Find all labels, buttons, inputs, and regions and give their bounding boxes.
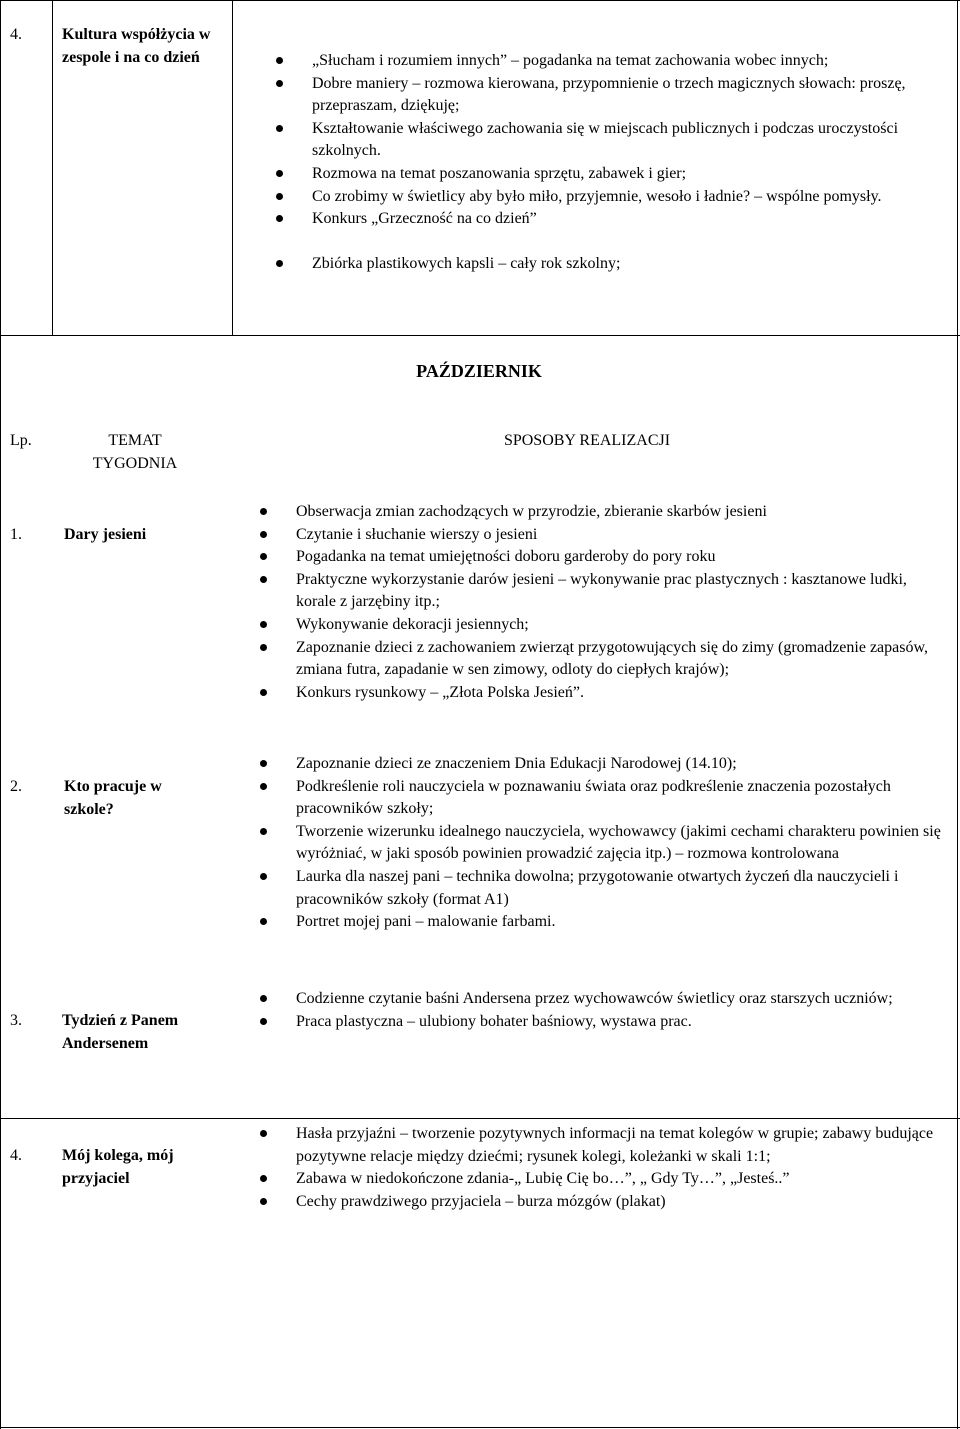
list-item: Zbiórka plastikowych kapsli – cały rok szkolny; xyxy=(274,253,946,276)
row2-topic: Kto pracuje w szkole? xyxy=(64,778,162,818)
bullet-icon xyxy=(276,57,283,64)
row4-top-lp: 4. xyxy=(10,26,22,43)
bullet-icon xyxy=(260,689,267,696)
row1-topic: Dary jesieni xyxy=(64,526,147,543)
bullet-icon xyxy=(260,576,267,583)
bullet-icon xyxy=(276,125,283,132)
border-right xyxy=(957,0,958,1429)
border-left-top xyxy=(0,0,1,335)
row3-lp: 3. xyxy=(10,1012,22,1029)
bullet-icon xyxy=(276,80,283,87)
list-item: Portret mojej pani – malowanie farbami. xyxy=(258,911,948,934)
list-item: Co zrobimy w świetlicy aby było miło, przyjemnie, wesoło i ładnie? – wspólne pomysły. xyxy=(274,186,946,209)
row4-topic: Mój kolega, mój przyjaciel xyxy=(62,1147,174,1187)
border-bottom xyxy=(0,1427,960,1428)
list-item: Konkurs „Grzeczność na co dzień” xyxy=(274,208,946,231)
bullet-icon xyxy=(260,621,267,628)
border-after-top-row xyxy=(0,335,960,336)
bullet-icon xyxy=(260,783,267,790)
bullet-icon xyxy=(260,553,267,560)
list-item: Codzienne czytanie baśni Andersena przez wychowawców świetlicy oraz starszych uczniów; xyxy=(258,988,948,1011)
bullet-icon xyxy=(260,873,267,880)
header-lp: Lp. xyxy=(10,432,32,449)
bullet-icon xyxy=(260,918,267,925)
row4-lp: 4. xyxy=(10,1147,22,1164)
col-divider-1-top xyxy=(52,0,53,335)
bullet-icon xyxy=(276,215,283,222)
list-item: Rozmowa na temat poszanowania sprzętu, zabawek i gier; xyxy=(274,163,946,186)
list-item: Laurka dla naszej pani – technika dowolna; przygotowanie otwartych życzeń dla nauczycieli i pracowników szkoły (format A1) xyxy=(258,866,948,911)
bullet-icon xyxy=(260,1130,267,1137)
list-item: Hasła przyjaźni – tworzenie pozytywnych informacji na temat kolegów w grupie; zabawy budujące pozytywne relacje między dziećmi; rysunek kolegi, koleżanki w skali 1:1; xyxy=(258,1123,948,1168)
row3-methods xyxy=(258,988,948,1033)
list-item: Cechy prawdziwego przyjaciela – burza mózgów (plakat) xyxy=(258,1191,948,1214)
list-item: Podkreślenie roli nauczyciela w poznawaniu świata oraz podkreślenie znaczenia pozostałych pracowników szkoły; xyxy=(258,776,948,821)
bullet-icon xyxy=(260,644,267,651)
list-item: Praktyczne wykorzystanie darów jesieni – wykonywanie prac plastycznych : kasztanowe ludki, korale z jarzębiny itp.; xyxy=(258,569,948,614)
row2-lp: 2. xyxy=(10,778,22,795)
bullet-icon xyxy=(260,828,267,835)
border-before-row4 xyxy=(0,1118,960,1119)
border-left xyxy=(0,335,1,1429)
list-item: Pogadanka na temat umiejętności doboru garderoby do pory roku xyxy=(258,546,948,569)
list-item: Praca plastyczna – ulubiony bohater baśniowy, wystawa prac. xyxy=(258,1011,948,1034)
bullet-icon xyxy=(260,995,267,1002)
bullet-icon xyxy=(260,760,267,767)
header-topic: TEMAT TYGODNIA xyxy=(92,432,178,472)
list-item: Czytanie i słuchanie wierszy o jesieni xyxy=(258,524,948,547)
list-item: „Słucham i rozumiem innych” – pogadanka na temat zachowania wobec innych; xyxy=(274,50,946,73)
row4-top-methods xyxy=(274,50,946,275)
row1-methods xyxy=(258,501,948,704)
bullet-icon xyxy=(276,170,283,177)
bullet-icon xyxy=(260,508,267,515)
list-item: Kształtowanie właściwego zachowania się w miejscach publicznych i podczas uroczystości szkolnych. xyxy=(274,118,946,163)
bullet-icon xyxy=(260,531,267,538)
list-item: Tworzenie wizerunku idealnego nauczyciela, wychowawcy (jakimi cechami charakteru powinien się wyróżniać, w jaki sposób powinien prowadzić zajęcia itp.) – rozmowa kontrolowana xyxy=(258,821,948,866)
border-top xyxy=(0,0,960,1)
list-item: Dobre maniery – rozmowa kierowana, przypomnienie o trzech magicznych słowach: proszę, przepraszam, dziękuję; xyxy=(274,73,946,118)
row1-lp: 1. xyxy=(10,526,22,543)
row4-top-topic: Kultura współżycia w zespole i na co dzień xyxy=(62,26,211,66)
row3-topic: Tydzień z Panem Andersenem xyxy=(62,1012,179,1052)
bullet-icon xyxy=(260,1198,267,1205)
bullet-icon xyxy=(260,1175,267,1182)
list-item: Wykonywanie dekoracji jesiennych; xyxy=(258,614,948,637)
month-title: PAŹDZIERNIK xyxy=(416,361,542,381)
list-item: Konkurs rysunkowy – „Złota Polska Jesień”. xyxy=(258,682,948,705)
bullet-icon xyxy=(276,193,283,200)
list-item: Zapoznanie dzieci z zachowaniem zwierząt przygotowujących się do zimy (gromadzenie zapasów, zmiana futra, zapadanie w sen zimowy, odloty do ciepłych krajów); xyxy=(258,637,948,682)
bullet-icon xyxy=(260,1018,267,1025)
col-divider-2-top xyxy=(232,0,233,335)
list-item: Obserwacja zmian zachodzących w przyrodzie, zbieranie skarbów jesieni xyxy=(258,501,948,524)
row4-methods xyxy=(258,1123,948,1213)
list-item: Zapoznanie dzieci ze znaczeniem Dnia Edukacji Narodowej (14.10); xyxy=(258,753,948,776)
header-methods: SPOSOBY REALIZACJI xyxy=(503,432,671,449)
list-item: Zabawa w niedokończone zdania-„ Lubię Cię bo…”, „ Gdy Ty…”, „Jesteś..” xyxy=(258,1168,948,1191)
row2-methods xyxy=(258,753,948,934)
bullet-icon xyxy=(276,260,283,267)
